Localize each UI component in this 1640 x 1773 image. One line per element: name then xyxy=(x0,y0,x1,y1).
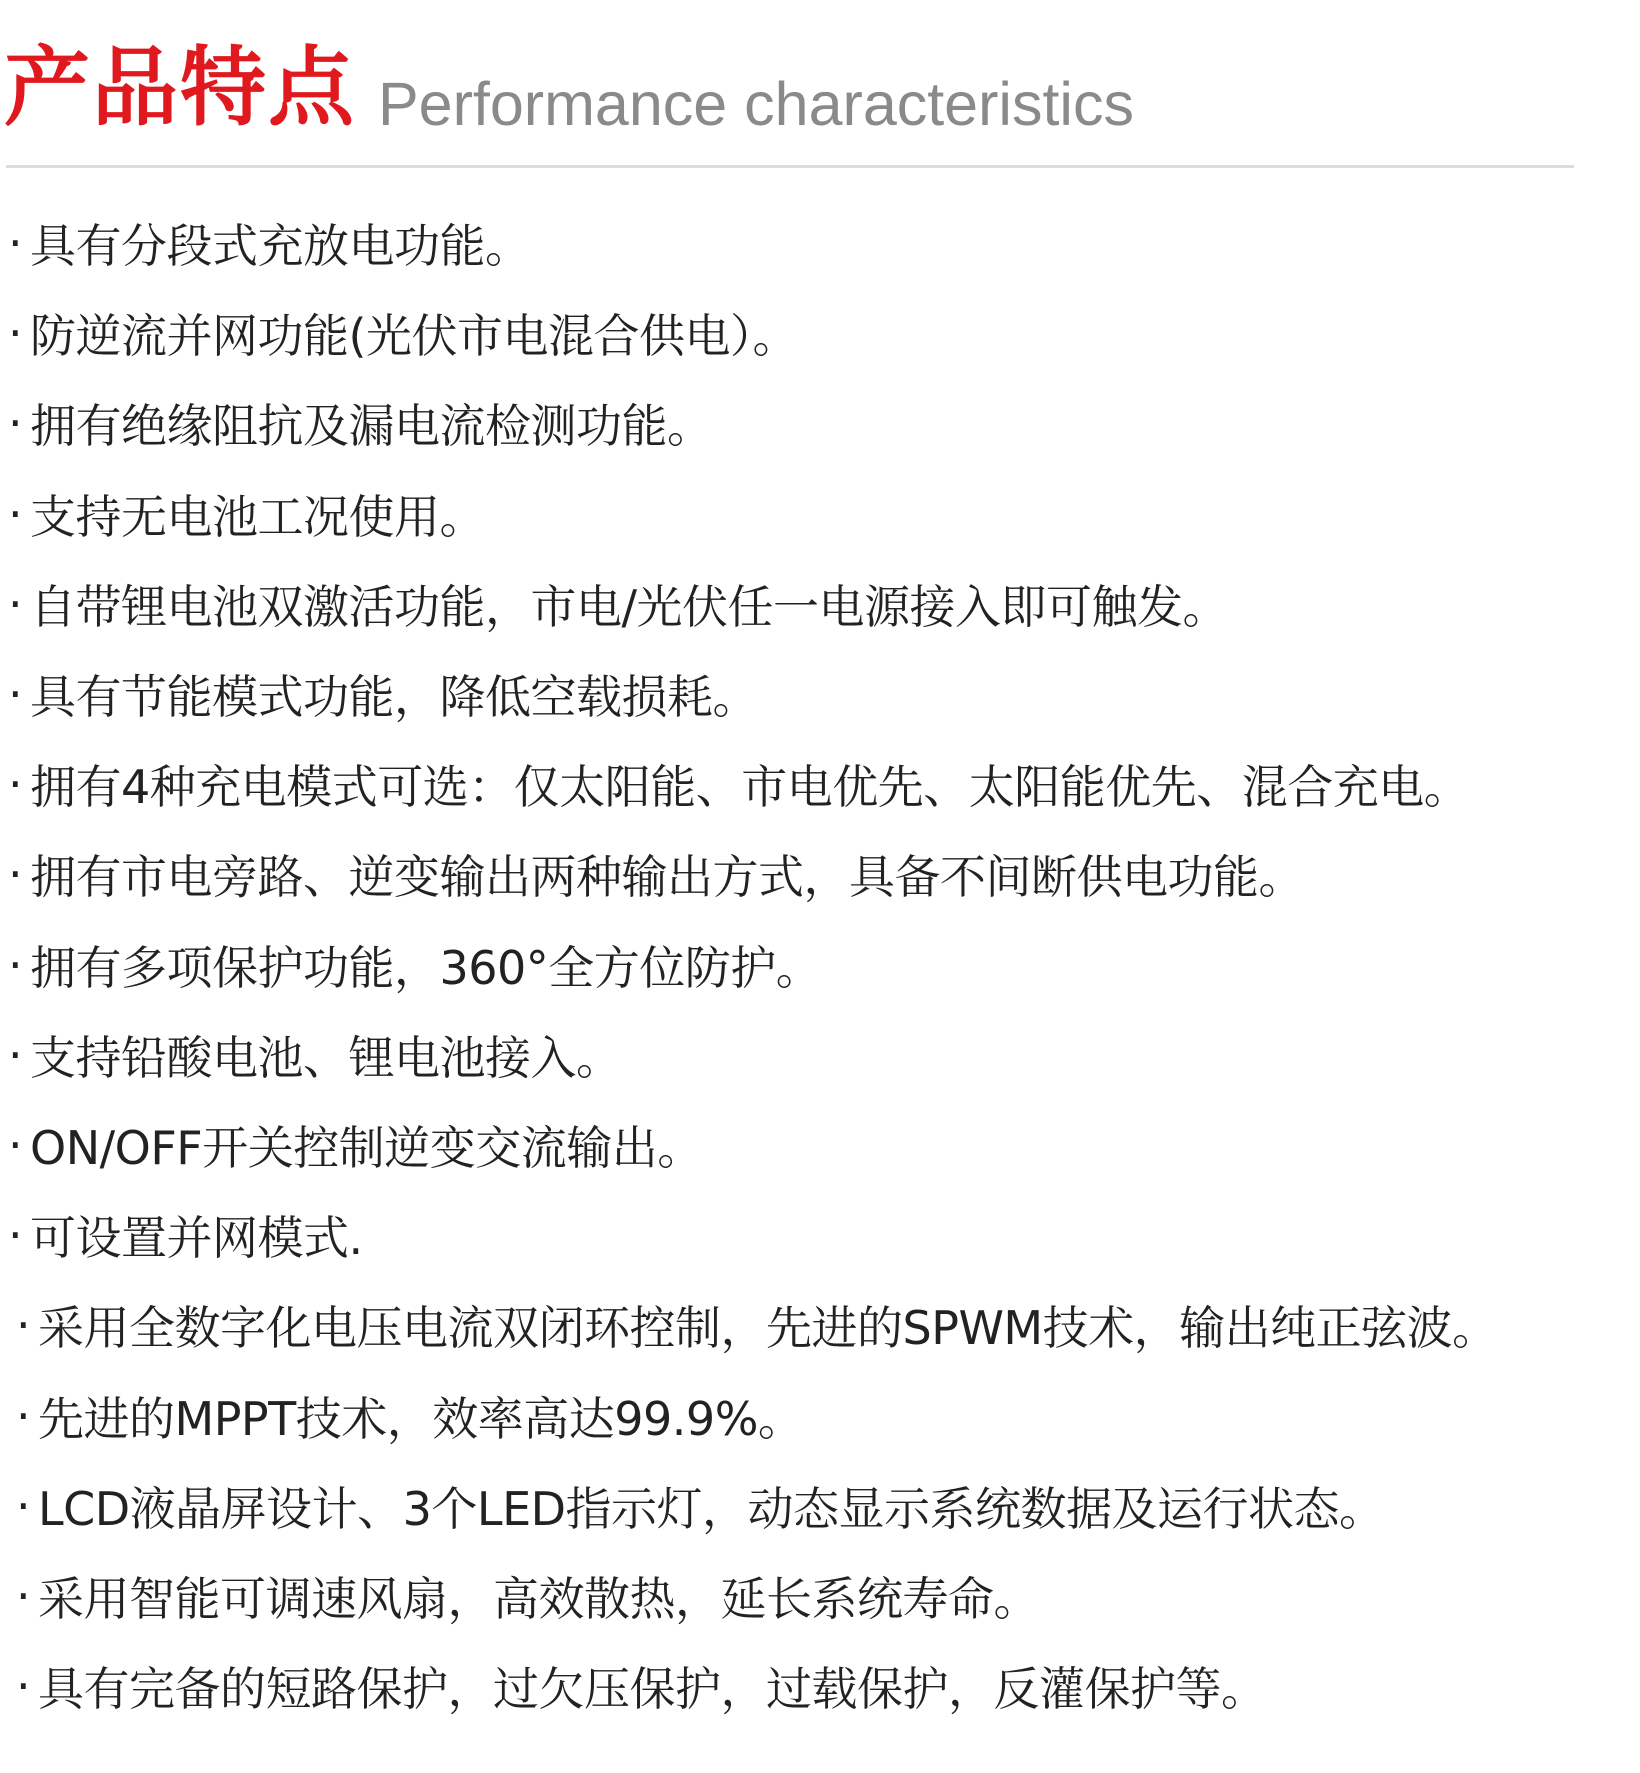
bullet-dot: · xyxy=(7,757,23,812)
bullet-dot: · xyxy=(7,216,23,271)
bullet-dot: · xyxy=(7,937,23,992)
feature-item xyxy=(0,1641,1640,1731)
section-title-cn: 产品特点 xyxy=(4,38,356,138)
feature-text: LCD液晶屏设计、3个LED指示灯，动态显示系统数据及运行状态。 xyxy=(38,1481,1385,1536)
feature-item xyxy=(0,469,1640,559)
feature-item xyxy=(0,1461,1640,1551)
feature-item xyxy=(0,1100,1640,1190)
section-header xyxy=(0,0,1640,170)
feature-text: 防逆流并网功能(光伏市电混合供电）。 xyxy=(30,309,798,364)
bullet-dot: · xyxy=(7,396,23,451)
feature-text: ON/OFF开关控制逆变交流输出。 xyxy=(30,1120,703,1175)
feature-text: 采用智能可调速风扇，高效散热，延长系统寿命。 xyxy=(38,1571,1039,1626)
feature-text: 拥有多项保护功能，360°全方位防护。 xyxy=(30,940,822,995)
section-title-en: Performance characteristics xyxy=(378,70,1134,138)
feature-item xyxy=(0,1551,1640,1641)
feature-text: 自带锂电池双激活功能，市电/光伏任一电源接入即可触发。 xyxy=(30,579,1228,634)
feature-text: 拥有4种充电模式可选：仅太阳能、市电优先、太阳能优先、混合充电。 xyxy=(30,760,1470,815)
feature-text: 具有完备的短路保护，过欠压保护，过载保护，反灌保护等。 xyxy=(38,1662,1267,1717)
bullet-dot: · xyxy=(7,576,23,631)
bullet-dot: · xyxy=(7,667,23,722)
feature-text: 拥有市电旁路、逆变输出两种输出方式，具备不间断供电功能。 xyxy=(30,850,1304,905)
feature-item xyxy=(0,1280,1640,1370)
feature-item xyxy=(0,920,1640,1010)
bullet-dot: · xyxy=(7,306,23,361)
feature-item xyxy=(0,559,1640,649)
feature-item xyxy=(0,378,1640,468)
bullet-dot: · xyxy=(15,1388,31,1443)
bullet-dot: · xyxy=(7,1208,23,1263)
bullet-dot: · xyxy=(7,1117,23,1172)
feature-text: 支持铅酸电池、锂电池接入。 xyxy=(30,1030,622,1085)
feature-item xyxy=(0,198,1640,288)
feature-text: 拥有绝缘阻抗及漏电流检测功能。 xyxy=(30,399,713,454)
bullet-dot: · xyxy=(7,1027,23,1082)
feature-item xyxy=(0,1190,1640,1280)
feature-item xyxy=(0,1370,1640,1460)
feature-text: 可设置并网模式. xyxy=(30,1211,363,1266)
bullet-dot: · xyxy=(7,486,23,541)
feature-text: 支持无电池工况使用。 xyxy=(30,489,485,544)
bullet-dot: · xyxy=(7,847,23,902)
feature-item xyxy=(0,649,1640,739)
feature-text: 具有节能模式功能，降低空载损耗。 xyxy=(30,670,758,725)
bullet-dot: · xyxy=(15,1659,31,1714)
header-divider xyxy=(6,165,1574,168)
feature-item xyxy=(0,1010,1640,1100)
feature-text: 先进的MPPT技术，效率高达99.9%。 xyxy=(38,1391,804,1446)
bullet-dot: · xyxy=(15,1298,31,1353)
bullet-dot: · xyxy=(15,1568,31,1623)
feature-text: 采用全数字化电压电流双闭环控制，先进的SPWM技术，输出纯正弦波。 xyxy=(38,1301,1498,1356)
bullet-dot: · xyxy=(15,1478,31,1533)
feature-text: 具有分段式充放电功能。 xyxy=(30,219,531,274)
feature-item xyxy=(0,288,1640,378)
feature-list xyxy=(0,198,1640,1731)
feature-item xyxy=(0,829,1640,919)
feature-item xyxy=(0,739,1640,829)
